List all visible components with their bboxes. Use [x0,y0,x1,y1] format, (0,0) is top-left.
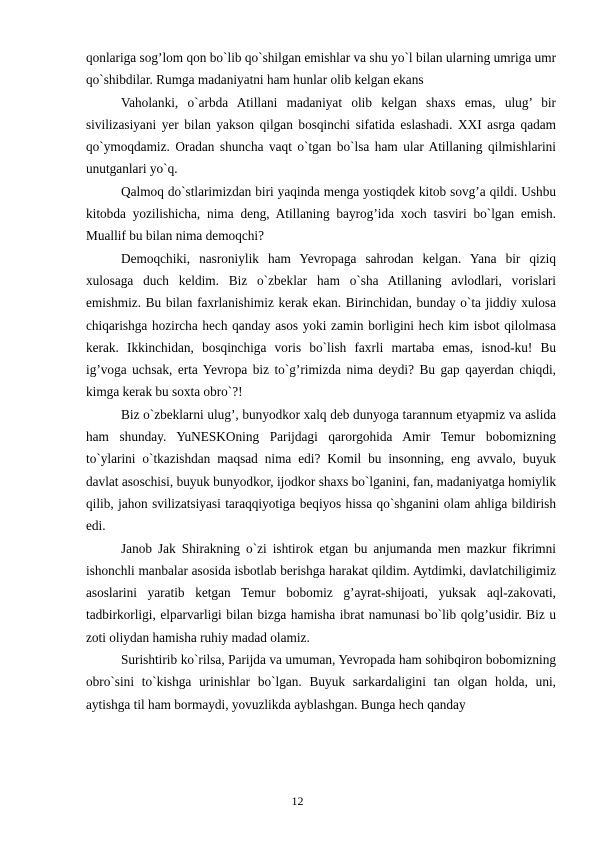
paragraph-1: qonlariga sog’lom qon bo`lib qo`shilgan emishlar va shu yo`l bilan ularning umriga umr qo`shibdilar. Rumga madaniyatni ham hunlar olib kelgan ekans [86,50,556,88]
paragraph-2: Vaholanki, o`arbda Atillani madaniyat olib kelgan shaxs emas, ulug’ bir sivilizasiyani yer bilan yakson qilgan bosqinchi sifatida eslashadi. XXI asrga qadam qo`ymoqdamiz. Oradan shuncha vaqt o`tgan bo`lsa ham ular Atillaning qilmishlarini unutganlari yo`q. [86,94,556,177]
page-number: 12 [291,794,304,808]
paragraph-3: Qalmoq do`stlarimizdan biri yaqinda menga yostiqdek kitob sovg’a qildi. Ushbu kitobda yozilishicha, nima deng, Atillaning bayrog’ida xoch tasviri bo`lgan emish. Muallif bu bilan nima demoqchi? [86,183,556,244]
page-body [86,47,556,716]
paragraph-5: Biz o`zbeklarni ulug’, bunyodkor xalq deb dunyoga tarannum etyapmiz va aslida ham shunday. YuNESKOning Parijdagi qarorgohida Amir Temur bobomizning to`ylarini o`tkazishdan maqsad nima edi? Komil bu insonning, eng avvalo, buyuk davlat asoschisi, buyuk bunyodkor, ijodkor shaxs bo`lganini, fan, madaniyatga homiylik qilib, jahon svilizatsiyasi taraqqiyotiga beqiyos hissa qo`shganini olam ahliga bildirish edi. [86,406,556,534]
paragraph-7: Surishtirib ko`rilsa, Parijda va umuman, Yevropada ham sohibqiron bobomizning obro`sini to`kishga urinishlar bo`lgan. Buyuk sarkardaligini tan olgan holda, uni, aytishga til ham bormaydi, yovuzlikda ayblashgan. Bunga hech qanday [86,652,556,712]
paragraph-4: Demoqchiki, nasroniylik ham Yevropaga sahrodan kelgan. Yana bir qiziq xulosaga duch keldim. Biz o`zbeklar ham o`sha Atillaning avlodlari, vorislari emishmiz. Bu bilan faxrlanishimiz kerak ekan. Birinchidan, bunday o`ta jiddiy xulosa chiqarishga hozircha hech qanday asos yoki zamin borligini hech kim isbot qilolmasa kerak. Ikkinchidan, bosqinchiga voris bo`lish faxrli martaba emas, isnod-ku! Bu ig’voga uchsak, erta Yevropa biz to`g’rimizda nima deydi? Bu gap qayerdan chiqdi, kimga kerak bu soxta obro`?! [86,250,556,400]
paragraph-6: Janob Jak Shirakning o`zi ishtirok etgan bu anjumanda men mazkur fikrimni ishonchli manbalar asosida isbotlab berishga harakat qildim. Aytdimki, davlatchiligimiz asoslarini yaratib ketgan Temur bobomiz g’ayrat-shijoati, yuksak aql-zakovati, tadbirkorligi, elparvarligi bilan bizga hamisha ibrat namunasi bo`lib qolg’usidir. Biz u zoti oliydan hamisha ruhiy madad olamiz. [86,540,556,645]
